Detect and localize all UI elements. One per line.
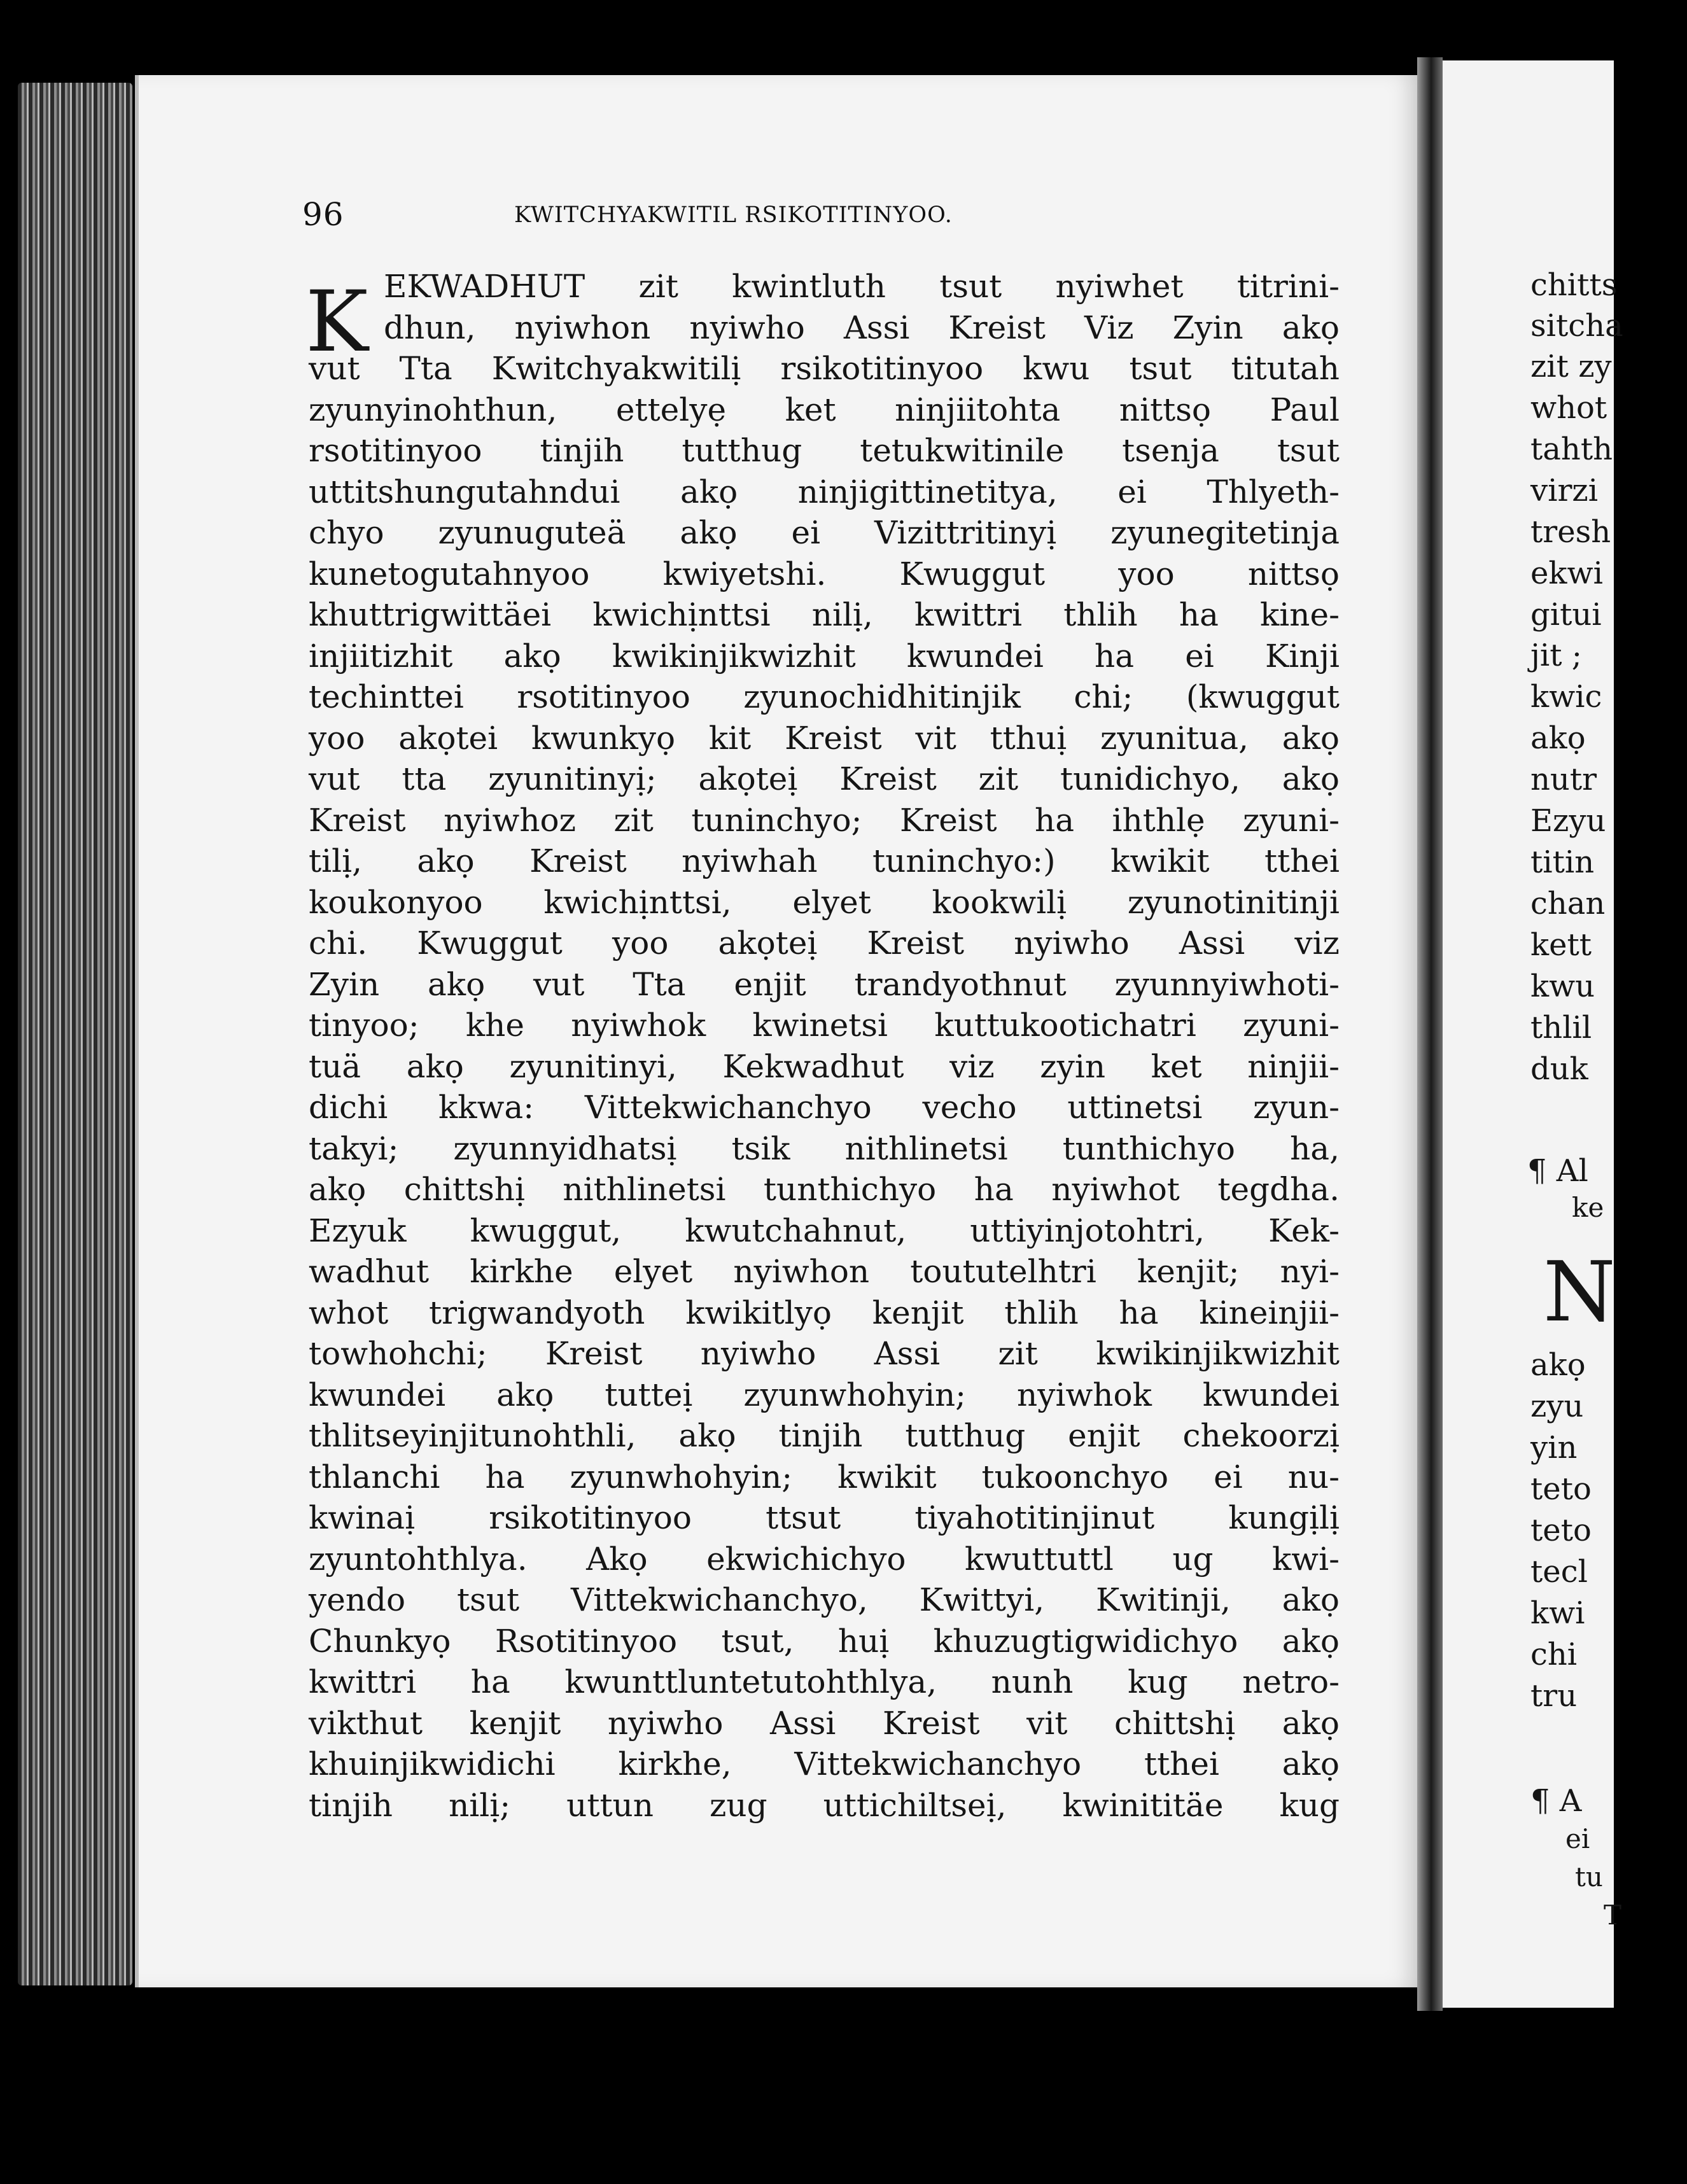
text-line: yendo tsut Vittekwichanchyo, Kwittyi, Kwitinji, akọ xyxy=(309,1581,1340,1618)
right-page-fragment: akọ xyxy=(1530,720,1586,756)
text-line: uttitshungutahndui akọ ninjigittinetitya, ei Thlyeth- xyxy=(309,473,1340,510)
right-page-fragment: nutr xyxy=(1530,762,1597,797)
text-line: tinjih nilị; uttun zug uttichiltseị, kwinititäe kug xyxy=(309,1786,1340,1824)
text-line: kwinaị rsikotitinyoo ttsut tiyahotitinjinut kungịlị xyxy=(309,1499,1340,1536)
page-number: 96 xyxy=(302,196,344,233)
text-line: thlitseyinjitunohthli, akọ tinjih tutthug enjit chekoorzị xyxy=(309,1417,1340,1454)
text-line: towhohchi; Kreist nyiwho Assi zit kwikinjikwizhit xyxy=(309,1335,1340,1372)
right-page-fragment: kett xyxy=(1530,927,1592,963)
right-page-fragment: yin xyxy=(1530,1430,1578,1466)
text-line: khuttrigwittäei kwichịnttsi nilị, kwittri thlih ha kine- xyxy=(309,596,1340,633)
right-page-fragment: ei xyxy=(1565,1823,1590,1854)
text-line: Chunkyọ Rsotitinyoo tsut, huị khuzugtigwidichyo akọ xyxy=(309,1622,1340,1660)
text-line: zyuntohthlya. Akọ ekwichichyo kwuttuttl ug kwi- xyxy=(309,1540,1340,1578)
right-page-fragment: ke xyxy=(1572,1192,1604,1223)
right-page-fragment: chan xyxy=(1530,886,1606,921)
text-line: kwittri ha kwunttluntetutohthlya, nunh kug netro- xyxy=(309,1663,1340,1700)
right-page-fragment: gitui xyxy=(1530,597,1602,633)
text-line: thlanchi ha zyunwhohyin; kwikit tukoonchyo ei nu- xyxy=(309,1458,1340,1495)
text-line: dichi kkwa: Vittekwichanchyo vecho uttinetsi zyun- xyxy=(309,1089,1340,1126)
text-line: Zyin akọ vut Tta enjit trandyothnut zyunnyiwhoti- xyxy=(309,965,1340,1003)
text-line: kwundei akọ tutteị zyunwhohyin; nyiwhok kwundei xyxy=(309,1376,1340,1413)
text-line: chyo zyunuguteä akọ ei Vizittritinyị zyunegitetinja xyxy=(309,514,1340,551)
text-line: tinyoo; khe nyiwhok kwinetsi kuttukootichatri zyuni- xyxy=(309,1007,1340,1044)
right-page-fragment: teto xyxy=(1530,1471,1592,1507)
text-line: dhun, nyiwhon nyiwho Assi Kreist Viz Zyin akọ xyxy=(384,309,1340,346)
right-page-fragment: titin xyxy=(1530,844,1595,880)
text-line: kunetogutahnyoo kwiyetshi. Kwuggut yoo nittsọ xyxy=(309,555,1340,592)
text-line: chi. Kwuggut yoo akọteị Kreist nyiwho Assi viz xyxy=(309,925,1340,962)
right-page-fragment: ¶ Al xyxy=(1527,1153,1588,1189)
text-line: rsotitinyoo tinjih tutthug tetukwitinile tsenja tsut xyxy=(309,432,1340,469)
text-line: wadhut kirkhe elyet nyiwhon toututelhtri kenjit; nyi- xyxy=(309,1253,1340,1290)
right-page-fragment: ¶ A xyxy=(1530,1783,1582,1819)
right-page-fragment: sitcha xyxy=(1530,308,1623,344)
right-page-fragment: duk xyxy=(1530,1051,1588,1087)
drop-cap: K xyxy=(305,273,368,371)
text-line: akọ chittshị nithlinetsi tunthichyo ha nyiwhot tegdha. xyxy=(309,1171,1340,1208)
right-page-fragment: ekwi xyxy=(1530,556,1603,591)
right-page-fragment: tecl xyxy=(1530,1554,1588,1590)
right-page-fragment: tru xyxy=(1530,1678,1578,1714)
right-page-fragment: kwu xyxy=(1530,969,1595,1004)
running-title: KWITCHYAKWITIL RSIKOTITINYOO. xyxy=(514,202,953,228)
right-page-fragment: tresh xyxy=(1530,514,1611,550)
text-line: Kreist nyiwhoz zit tuninchyo; Kreist ha ihthlẹ zyuni- xyxy=(309,801,1340,839)
right-page-fragment: chitts xyxy=(1530,267,1618,303)
page-edges xyxy=(18,83,132,1985)
text-line: yoo akọtei kwunkyọ kit Kreist vit tthuị zyunitua, akọ xyxy=(309,719,1340,757)
right-page-fragment: akọ xyxy=(1530,1347,1586,1383)
text-line: zyunyinohthun, ettelyẹ ket ninjiitohta nittsọ Paul xyxy=(309,391,1340,428)
right-page-fragment: tu xyxy=(1575,1861,1603,1893)
text-line: techinttei rsotitinyoo zyunochidhitinjik chi; (kwuggut xyxy=(309,678,1340,715)
text-line: khuinjikwidichi kirkhe, Vittekwichanchyo tthei akọ xyxy=(309,1746,1340,1782)
right-page-fragment: jit ; xyxy=(1530,638,1582,673)
text-line: vikthut kenjit nyiwho Assi Kreist vit chittshị akọ xyxy=(309,1704,1340,1742)
text-line: whot trigwandyoth kwikitlyọ kenjit thlih ha kineinjii- xyxy=(309,1294,1340,1331)
book-gutter xyxy=(1417,57,1443,2011)
right-page-fragment: tahth xyxy=(1530,431,1613,467)
text-line: tilị, akọ Kreist nyiwhah tuninchyo:) kwikit tthei xyxy=(309,843,1340,879)
text-line: koukonyoo kwichịnttsi, elyet kookwilị zyunotinitinji xyxy=(309,883,1340,921)
text-line: Ezyuk kwuggut, kwutchahnut, uttiyinjotohtri, Kek- xyxy=(309,1212,1340,1249)
text-line: vut Tta Kwitchyakwitilị rsikotitinyoo kwu tsut titutah xyxy=(309,350,1340,387)
right-page-fragment: thlil xyxy=(1530,1010,1592,1046)
right-page-fragment: kwi xyxy=(1530,1595,1585,1631)
body-text xyxy=(309,266,1340,1826)
text-line: vut tta zyunitinyị; akọteị Kreist zit tunidichyo, akọ xyxy=(309,760,1340,797)
text-line: takyi; zyunnyidhatsị tsik nithlinetsi tunthichyo ha, xyxy=(309,1130,1340,1167)
right-page-fragment: T xyxy=(1604,1900,1622,1931)
right-page-fragment: chi xyxy=(1530,1637,1578,1672)
right-page-fragment: kwic xyxy=(1530,679,1602,715)
right-page-fragment: zyu xyxy=(1530,1389,1584,1424)
right-page-fragment: zit zy xyxy=(1530,349,1612,384)
right-page-fragment: whot xyxy=(1530,390,1607,426)
text-line: EKWADHUT zit kwintluth tsut nyiwhet titrini- xyxy=(384,268,1340,305)
right-page-fragment: virzi xyxy=(1530,473,1599,508)
right-page-fragment: Ezyu xyxy=(1530,803,1606,839)
text-line: tuä akọ zyunitinyi, Kekwadhut viz zyin ket ninjii- xyxy=(309,1047,1340,1085)
right-page-fragment: N xyxy=(1543,1243,1616,1340)
right-page-fragment: teto xyxy=(1530,1513,1592,1548)
text-line: injiitizhit akọ kwikinjikwizhit kwundei ha ei Kinji xyxy=(309,637,1340,675)
